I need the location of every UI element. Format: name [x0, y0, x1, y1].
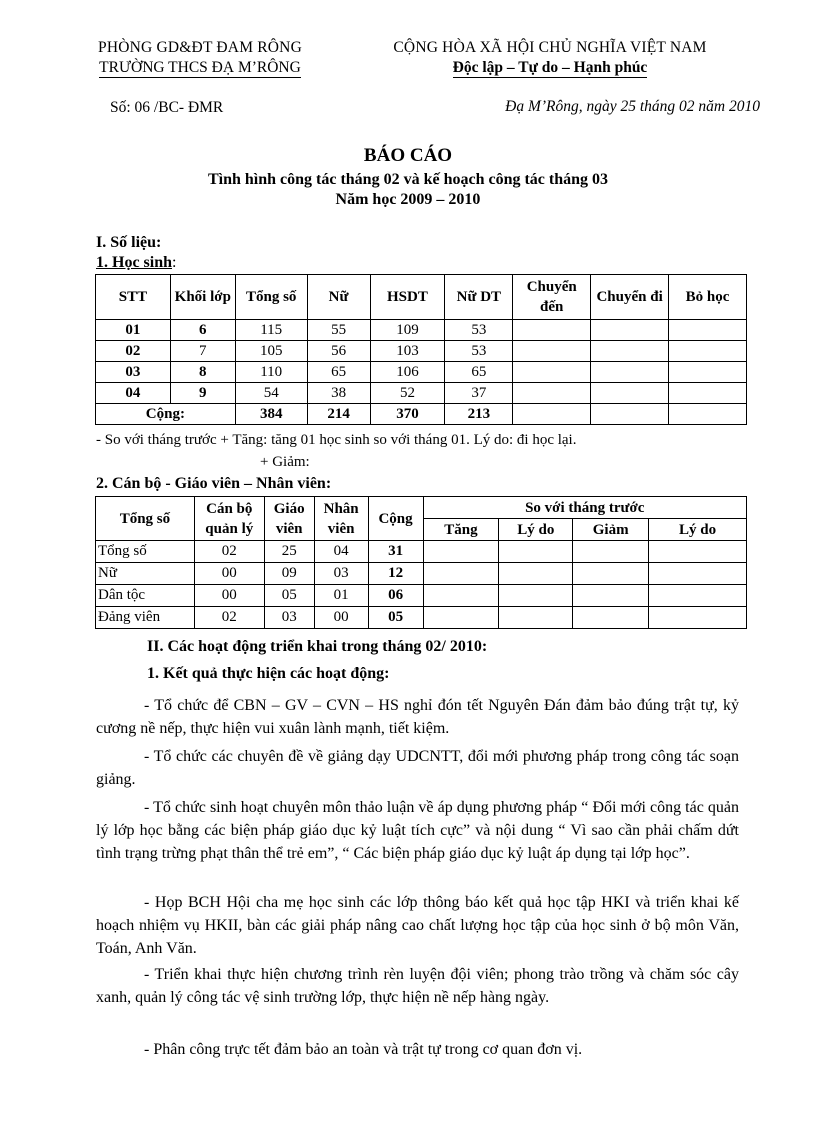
col-header: Giáo viên: [264, 497, 314, 541]
table-cell: [513, 320, 591, 341]
staff-table: [95, 496, 747, 629]
table-cell: [573, 563, 649, 585]
table-cell: [513, 383, 591, 404]
table-cell: [423, 585, 499, 607]
students-header-row: [96, 275, 747, 320]
school-year: Năm học 2009 – 2010: [335, 191, 481, 208]
table-cell: [669, 404, 747, 425]
row-label: Tổng số: [96, 541, 195, 563]
table-cell: [573, 607, 649, 629]
table-cell: 214: [307, 404, 370, 425]
table-total-row: [96, 404, 747, 425]
table-cell: 06: [368, 585, 423, 607]
table-cell: [649, 585, 747, 607]
table-row: [96, 607, 747, 629]
row-label: Dân tộc: [96, 585, 195, 607]
table-cell: [591, 383, 669, 404]
section-2-subheading: 1. Kết quả thực hiện các hoạt động:: [147, 665, 390, 682]
table-cell: [499, 563, 573, 585]
compare-header: So với tháng trước: [423, 497, 746, 519]
col-header: Nữ DT: [445, 275, 513, 320]
school-name: TRƯỜNG THCS ĐẠ M’RÔNG: [99, 59, 301, 76]
table-cell: 370: [370, 404, 445, 425]
col-header: Tổng số: [96, 497, 195, 541]
table-cell: [499, 541, 573, 563]
national-motto: Độc lập – Tự do – Hạnh phúc: [452, 59, 648, 76]
table-cell: 109: [370, 320, 445, 341]
table-cell: 03: [96, 362, 171, 383]
table-row: [96, 563, 747, 585]
table-cell: [669, 383, 747, 404]
table-cell: 65: [445, 362, 513, 383]
table-cell: 384: [235, 404, 307, 425]
table-row: [96, 341, 747, 362]
table-cell: [591, 341, 669, 362]
table-cell: [513, 362, 591, 383]
report-subtitle: Tình hình công tác tháng 02 và kế hoạch công tác tháng 03: [207, 171, 609, 188]
table-cell: [649, 541, 747, 563]
table-cell: [591, 404, 669, 425]
table-cell: 02: [194, 541, 264, 563]
table-cell: [649, 563, 747, 585]
table-cell: 54: [235, 383, 307, 404]
col-subheader: Lý do: [499, 519, 573, 541]
table-cell: [591, 362, 669, 383]
section-2-heading: II. Các hoạt động triển khai trong tháng 02/ 2010:: [147, 638, 488, 655]
compare-note-decrease: + Giảm:: [260, 454, 310, 470]
table-cell: 115: [235, 320, 307, 341]
students-heading-colon: :: [172, 254, 177, 271]
table-cell: 38: [307, 383, 370, 404]
table-cell: [573, 585, 649, 607]
table-cell: 7: [170, 341, 235, 362]
table-cell: 02: [96, 341, 171, 362]
col-subheader: Giảm: [573, 519, 649, 541]
document-number: Số: 06 /BC- ĐMR: [110, 99, 224, 116]
table-cell: 25: [264, 541, 314, 563]
table-cell: 12: [368, 563, 423, 585]
col-header: Nữ: [307, 275, 370, 320]
table-cell: 00: [194, 563, 264, 585]
students-heading-text: 1. Học sinh: [96, 254, 173, 271]
row-label: Đảng viên: [96, 607, 195, 629]
staff-heading: 2. Cán bộ - Giáo viên – Nhân viên:: [96, 475, 332, 492]
report-title: BÁO CÁO: [363, 145, 453, 166]
table-cell: 9: [170, 383, 235, 404]
table-cell: [649, 607, 747, 629]
col-header: Cộng: [368, 497, 423, 541]
table-cell: 01: [96, 320, 171, 341]
table-cell: 03: [314, 563, 368, 585]
table-cell: [423, 563, 499, 585]
table-row: [96, 383, 747, 404]
table-cell: 53: [445, 320, 513, 341]
row-label: Nữ: [96, 563, 195, 585]
table-cell: [499, 607, 573, 629]
table-cell: 103: [370, 341, 445, 362]
activity-paragraph: - Triển khai thực hiện chương trình rèn luyện đội viên; phong trào trồng và chăm sóc cây xanh, quản lý công tác vệ sinh trường lớp, thực hiện nề nếp hàng ngày.: [96, 966, 739, 1006]
table-cell: [669, 362, 747, 383]
table-cell: 52: [370, 383, 445, 404]
section-1-heading: I. Số liệu:: [96, 234, 162, 251]
students-table: [95, 274, 747, 425]
col-header: Cán bộ quản lý: [194, 497, 264, 541]
activity-paragraph: - Họp BCH Hội cha mẹ học sinh các lớp thông báo kết quả học tập HKI và triển khai kế hoạch nhiệm vụ HKII, bàn các giải pháp nâng cao chất lượng học tập của học sinh ở bộ môn Văn, Toán, Anh Văn.: [96, 894, 739, 957]
table-cell: 05: [264, 585, 314, 607]
col-header: Chuyển đến: [513, 275, 591, 320]
table-cell: 04: [96, 383, 171, 404]
table-cell: [423, 607, 499, 629]
activity-paragraph: - Phân công trực tết đảm bảo an toàn và trật tự trong cơ quan đơn vị.: [144, 1041, 583, 1058]
table-cell: 53: [445, 341, 513, 362]
table-cell: 09: [264, 563, 314, 585]
table-cell: 03: [264, 607, 314, 629]
table-cell: 110: [235, 362, 307, 383]
staff-header-row: [96, 497, 747, 519]
col-header: HSDT: [370, 275, 445, 320]
table-cell: 55: [307, 320, 370, 341]
activity-paragraph: - Tổ chức sinh hoạt chuyên môn thảo luận về áp dụng phương pháp “ Đổi mới công tác quản lý lớp học bằng các biện pháp giáo dục kỷ luật tích cực” và nội dung “ Vì sao cần phải chấm dứt tình trạng trừng phạt thân thể trẻ em”, “ Các biện pháp giáo dục kỷ luật áp dụng tại lớp học”.: [96, 799, 739, 862]
activity-paragraph: - Tổ chức các chuyên đề về giảng dạy UDCNTT, đổi mới phương pháp trong công tác soạn giảng.: [96, 748, 739, 788]
table-row: [96, 585, 747, 607]
table-cell: 65: [307, 362, 370, 383]
activity-paragraph: - Tổ chức để CBN – GV – CVN – HS nghỉ đón tết Nguyên Đán đảm bảo đúng trật tự, kỷ cương nề nếp, thực hiện vui xuân lành mạnh, tiết kiệm.: [96, 697, 739, 737]
col-header: Chuyển đi: [591, 275, 669, 320]
table-cell: 105: [235, 341, 307, 362]
col-subheader: Tăng: [423, 519, 499, 541]
table-row: [96, 320, 747, 341]
table-cell: 37: [445, 383, 513, 404]
table-cell: 6: [170, 320, 235, 341]
col-header: STT: [96, 275, 171, 320]
col-subheader: Lý do: [649, 519, 747, 541]
table-cell: 04: [314, 541, 368, 563]
table-cell: [513, 404, 591, 425]
table-cell: 02: [194, 607, 264, 629]
col-header: Tổng số: [235, 275, 307, 320]
table-cell: [573, 541, 649, 563]
place-date: Đạ M’Rông, ngày 25 tháng 02 năm 2010: [505, 98, 760, 115]
table-row: [96, 541, 747, 563]
compare-note-increase: - So với tháng trước + Tăng: tăng 01 học sinh so với tháng 01. Lý do: đi học lại.: [96, 432, 577, 448]
total-label: Cộng:: [96, 404, 236, 425]
col-header: Bỏ học: [669, 275, 747, 320]
department-name: PHÒNG GD&ĐT ĐAM RÔNG: [98, 39, 302, 56]
table-cell: [591, 320, 669, 341]
table-cell: [499, 585, 573, 607]
table-cell: [669, 320, 747, 341]
table-cell: 00: [314, 607, 368, 629]
table-cell: [669, 341, 747, 362]
students-heading: [96, 254, 176, 272]
table-cell: 01: [314, 585, 368, 607]
agency-header: [60, 38, 340, 78]
table-row: [96, 362, 747, 383]
national-title: CỘNG HÒA XÃ HỘI CHỦ NGHĨA VIỆT NAM: [393, 39, 707, 56]
national-header: [345, 38, 755, 78]
col-header: Nhân viên: [314, 497, 368, 541]
table-cell: 106: [370, 362, 445, 383]
table-cell: 05: [368, 607, 423, 629]
table-cell: 8: [170, 362, 235, 383]
table-cell: 31: [368, 541, 423, 563]
table-cell: 00: [194, 585, 264, 607]
table-cell: 56: [307, 341, 370, 362]
table-cell: [513, 341, 591, 362]
col-header: Khối lớp: [170, 275, 235, 320]
table-cell: 213: [445, 404, 513, 425]
table-cell: [423, 541, 499, 563]
